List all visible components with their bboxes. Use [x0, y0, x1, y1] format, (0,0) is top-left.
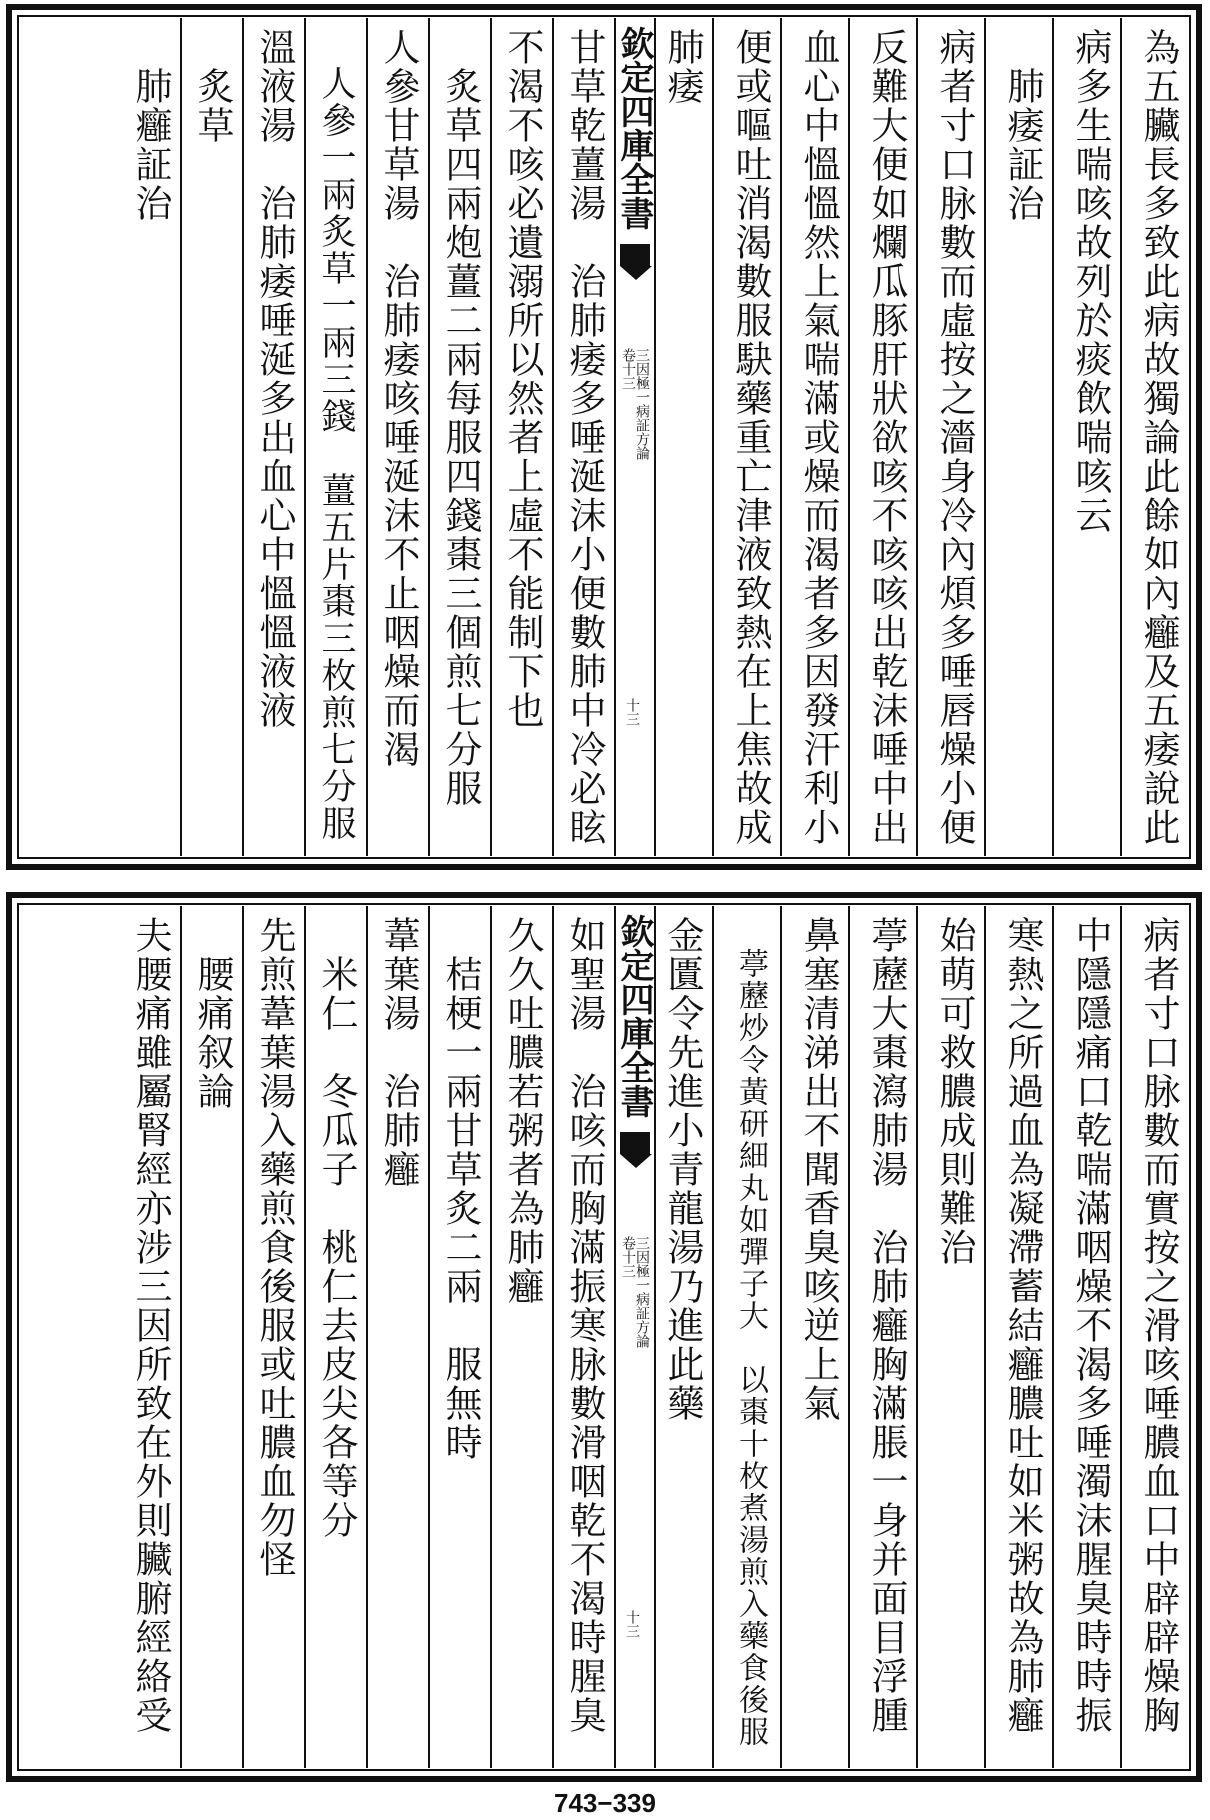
top-page [6, 4, 1202, 870]
spine-title: 欽定四庫全書 [614, 26, 654, 230]
text-column [428, 906, 490, 1768]
column-text: 血心中慍慍然上氣喘滿或燥而渴者多因發汗利小 [797, 28, 840, 847]
text-column [712, 906, 780, 1768]
spine-volume: 卷十三 [620, 348, 636, 390]
column-text: 為五臟長多致此病故獨論此餘如內癰及五痿說此 [1137, 28, 1180, 847]
column-text: 溫液湯 治肺痿唾涎多出血心中慍慍液液 [253, 28, 296, 730]
text-column [242, 906, 304, 1768]
prescription-text: 米仁 冬瓜子 桃仁去皮尖各等分 [315, 916, 358, 1540]
section-heading: 肺痿証治 [1001, 28, 1044, 223]
bottom-columns [20, 906, 1188, 1768]
text-column [552, 18, 614, 856]
spine-folio: 十三 [624, 698, 640, 726]
text-column [552, 906, 614, 1768]
text-column [110, 906, 180, 1768]
text-column [984, 906, 1052, 1768]
spine-title: 欽定四庫全書 [614, 914, 654, 1118]
text-column [242, 18, 304, 856]
column-text: 金匱令先進小青龍湯乃進此藥 [661, 916, 704, 1423]
fishtail-ornament [620, 1132, 650, 1154]
text-column [848, 18, 916, 856]
page-number: 743−339 [554, 1788, 656, 1818]
text-column [780, 18, 848, 856]
text-column [984, 18, 1052, 856]
prescription-text: 桔梗一兩甘草炙二兩 服無時 [439, 916, 482, 1462]
column-text: 中隱隱痛口乾喘滿咽燥不渴多唾濁沫腥臭時時振 [1069, 916, 1112, 1735]
bottom-page [6, 892, 1202, 1782]
text-column [366, 906, 428, 1768]
column-text: 肺痿 [661, 28, 704, 106]
text-column [490, 906, 552, 1768]
text-column [780, 906, 848, 1768]
column-text: 夫腰痛雖屬腎經亦涉三因所致在外則臟腑經絡受 [129, 916, 172, 1735]
text-column [428, 18, 490, 856]
text-column [1052, 18, 1120, 856]
section-heading: 肺癰証治 [129, 28, 172, 223]
spine-book-title: 三因極一病証方論 [634, 1236, 650, 1348]
text-column [366, 18, 428, 856]
column-text: 反難大便如爛瓜豚肝狀欲咳不咳咳出乾沫唾中出 [865, 28, 908, 847]
column-text: 炙草 [191, 28, 234, 145]
column-text: 寒熱之所過血為凝滯蓄結癰膿吐如米粥故為肺癰 [1001, 916, 1044, 1735]
section-heading: 腰痛叙論 [191, 916, 234, 1111]
column-text: 人參甘草湯 治肺痿咳唾涎沫不止咽燥而渴 [377, 28, 420, 769]
text-column [490, 18, 552, 856]
column-text: 便或嘔吐消渴數服駃藥重亡津液致熱在上焦故成 [729, 28, 772, 847]
spine-book-title: 三因極一病証方論 [634, 348, 650, 460]
text-column [916, 18, 984, 856]
column-text: 甘草乾薑湯 治肺痿多唾涎沫小便數肺中冷必眩 [563, 28, 606, 847]
prescription-text: 葶藶炒令黃研細丸如彈子大 以棗十枚煮湯煎入藥食後服 [733, 916, 768, 1748]
text-column [848, 906, 916, 1768]
column-text: 病者寸口脉數而虛按之濇身冷內煩多唾唇燥小便 [933, 28, 976, 847]
prescription-text: 人參一兩炙草一兩三錢 薑五片棗三枚煎七分服 [316, 28, 356, 842]
column-text: 先煎葦葉湯入藥煎食後服或吐膿血勿怪 [253, 916, 296, 1579]
column-text: 鼻塞清涕出不聞香臭咳逆上氣 [797, 916, 840, 1423]
text-column [1120, 906, 1188, 1768]
column-text: 不渴不咳必遺溺所以然者上虛不能制下也 [501, 28, 544, 730]
spine-column [614, 18, 654, 856]
text-column [304, 906, 366, 1768]
spine-volume: 卷十三 [620, 1236, 636, 1278]
column-text: 如聖湯 治咳而胸滿振寒脉數滑咽乾不渴時腥臭 [563, 916, 606, 1735]
column-text: 葶藶大棗瀉肺湯 治肺癰胸滿脹一身并面目浮腫 [865, 916, 908, 1735]
spine-column [614, 906, 654, 1768]
text-column [180, 18, 242, 856]
text-column [1120, 18, 1188, 856]
text-column [110, 18, 180, 856]
text-column [654, 906, 712, 1768]
column-text: 久久吐膿若粥者為肺癰 [501, 916, 544, 1306]
fishtail-ornament [620, 244, 650, 266]
spine-folio: 十三 [624, 1610, 640, 1638]
column-text: 病者寸口脉數而實按之滑咳唾膿血口中辟辟燥胸 [1137, 916, 1180, 1735]
column-text: 葦葉湯 治肺癰 [377, 916, 420, 1189]
text-column [1052, 906, 1120, 1768]
text-column [304, 18, 366, 856]
text-column [712, 18, 780, 856]
text-column [654, 18, 712, 856]
text-column [180, 906, 242, 1768]
text-column [916, 906, 984, 1768]
top-columns [20, 18, 1188, 856]
column-text: 病多生喘咳故列於痰飲喘咳云 [1069, 28, 1112, 535]
column-text: 始萌可救膿成則難治 [933, 916, 976, 1267]
prescription-text: 炙草四兩炮薑二兩每服四錢棗三個煎七分服 [439, 28, 482, 808]
